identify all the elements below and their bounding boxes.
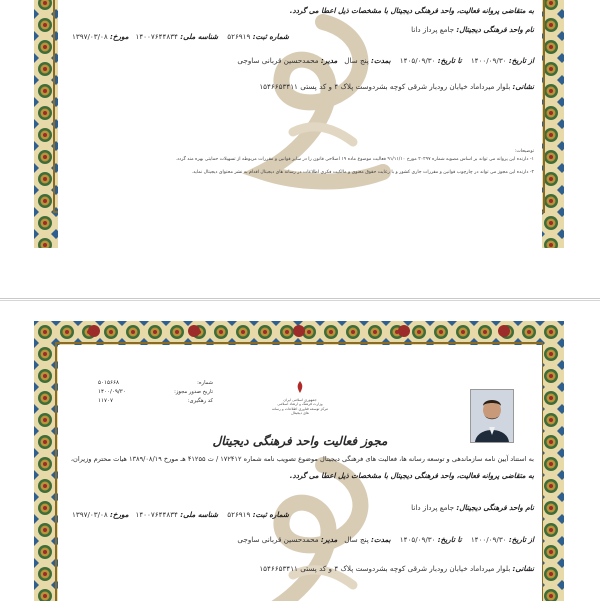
number-value: ۵۰۱۵۶۶۸ xyxy=(98,380,120,386)
registration-row xyxy=(72,32,289,41)
valid-to-label: تا تاریخ: xyxy=(437,535,462,544)
certificate-page-bottom xyxy=(0,300,600,601)
grant-line xyxy=(66,6,534,15)
tracking-value: ۱۱۷۰۷ xyxy=(98,398,114,404)
valid-to-value: ۱۴۰۵/۰۹/۳۰ xyxy=(399,56,436,65)
reg-date-label: مورخ: xyxy=(110,510,129,519)
certificate-body xyxy=(58,345,542,601)
certificate-title: مجوز فعالیت واحد فرهنگی دیجیتال xyxy=(212,434,388,448)
registration-row xyxy=(72,510,289,519)
government-emblem xyxy=(270,379,330,416)
national-id-value: ۱۴۰۰۷۶۴۴۸۳۴ xyxy=(135,32,178,41)
validity-row xyxy=(66,56,534,65)
note-1: ۱- دارنده این پروانه می تواند بر اساس مصوبه شماره ۲۰۲۹۷ مورخ ۹۱/۱۱/۱۰ فعالیت موضوع ماده ۱۹ اصلاحی قانون را در سایر قوانین و مقررات مربوطه از تسهیلات حمایتی بهره مند گردد. xyxy=(175,157,534,162)
duration-label: بمدت: xyxy=(371,56,391,65)
address-value: بلوار میرداماد خیابان رودبار شرقی کوچه بشردوست پلاک ۴ و کد پستی ۱۵۴۶۶۵۳۴۱۱ xyxy=(259,564,511,573)
reg-date-label: مورخ: xyxy=(110,32,129,41)
header-meta-labels xyxy=(153,379,213,406)
reg-date-value: ۱۳۹۷/۰۳/۰۸ xyxy=(72,32,108,41)
unit-name-value: جامع پرداز دانا xyxy=(411,25,455,34)
tracking-label: کد رهگیری: xyxy=(187,398,213,404)
reg-no-value: ۵۲۶۹۱۹ xyxy=(227,510,251,519)
emblem-icon xyxy=(293,380,307,394)
address-row xyxy=(66,564,534,573)
note-2: ۲- دارنده این مجوز می تواند در چارچوب قوانین و مقررات جاری کشور و با رعایت حقوق معنوی و مالکیت فکری اطلاعات در رسانه های دیجیتال اقدام به نشر محتوای دیجیتال نماید. xyxy=(191,170,534,175)
certificate-page-top xyxy=(0,0,600,299)
national-id-label: شناسه ملی: xyxy=(180,32,219,41)
header-meta-values xyxy=(98,379,148,406)
duration-value: پنج سال xyxy=(344,56,369,65)
valid-from-label: از تاریخ: xyxy=(508,56,534,65)
national-id-label: شناسه ملی: xyxy=(180,510,219,519)
reg-no-label: شماره ثبت: xyxy=(252,32,289,41)
manager-label: مدیر: xyxy=(320,535,338,544)
reg-no-value: ۵۲۶۹۱۹ xyxy=(227,32,251,41)
grant-line xyxy=(66,471,534,480)
unit-name-label: نام واحد فرهنگی دیجیتال: xyxy=(456,25,534,34)
number-label: شماره: xyxy=(197,380,213,386)
unit-name-value: جامع پرداز دانا xyxy=(411,503,455,512)
reg-no-label: شماره ثبت: xyxy=(252,510,289,519)
holder-photo xyxy=(470,389,514,443)
certificate-body xyxy=(58,0,542,256)
preamble: به استناد آیین نامه سازماندهی و توسعه رسانه ها، فعالیت های فرهنگی دیجیتال موضوع تصویب نامه شماره ۱۷۲۴۱۲ / ت ۴۱۲۵۵ هـ مورخ ۱۳۸۹/۰۸/۱۹ هیات محترم وزیران، xyxy=(70,455,534,463)
seal-line-1: جمهوری اسلامی ایران xyxy=(283,398,317,402)
address-value: بلوار میرداماد خیابان رودبار شرقی کوچه بشردوست پلاک ۴ و کد پستی ۱۵۴۶۶۵۳۴۱۱ xyxy=(259,82,511,91)
manager-value: محمدحسین قربانی ساوجی xyxy=(237,535,319,544)
notes-heading xyxy=(66,149,534,155)
grant-text: به متقاضی پروانه فعالیت، واحد فرهنگی دیجیتال با مشخصات ذیل اعطا می گردد. xyxy=(289,6,534,15)
manager-value: محمدحسین قربانی ساوجی xyxy=(237,56,319,65)
grant-text: به متقاضی پروانه فعالیت، واحد فرهنگی دیجیتال با مشخصات ذیل اعطا می گردد. xyxy=(289,471,534,480)
person-photo-icon xyxy=(471,390,513,442)
valid-to-label: تا تاریخ: xyxy=(437,56,462,65)
address-row xyxy=(66,82,534,91)
unit-name-label: نام واحد فرهنگی دیجیتال: xyxy=(456,503,534,512)
seal-line-3: مرکز توسعه فناوری اطلاعات و رسانه های دیجیتال xyxy=(271,406,329,416)
validity-row xyxy=(66,535,534,544)
duration-label: بمدت: xyxy=(371,535,391,544)
valid-from-label: از تاریخ: xyxy=(508,535,534,544)
valid-to-value: ۱۴۰۵/۰۹/۳۰ xyxy=(399,535,436,544)
national-id-value: ۱۴۰۰۷۶۴۴۸۳۴ xyxy=(135,510,178,519)
valid-from-value: ۱۴۰۰/۰۹/۳۰ xyxy=(470,535,507,544)
address-label: نشانی: xyxy=(512,82,534,91)
valid-from-value: ۱۴۰۰/۰۹/۳۰ xyxy=(470,56,507,65)
duration-value: پنج سال xyxy=(344,535,369,544)
manager-label: مدیر: xyxy=(320,56,338,65)
issue-date-label: تاریخ صدور مجوز: xyxy=(174,389,213,395)
reg-date-value: ۱۳۹۷/۰۳/۰۸ xyxy=(72,510,108,519)
seal-line-2: وزارت فرهنگ و ارشاد اسلامی xyxy=(277,402,323,407)
notes-label: توضیحات: xyxy=(514,149,534,154)
issue-date-value: ۱۴۰۰/۰۹/۳۰ xyxy=(98,389,126,395)
address-label: نشانی: xyxy=(512,564,534,573)
